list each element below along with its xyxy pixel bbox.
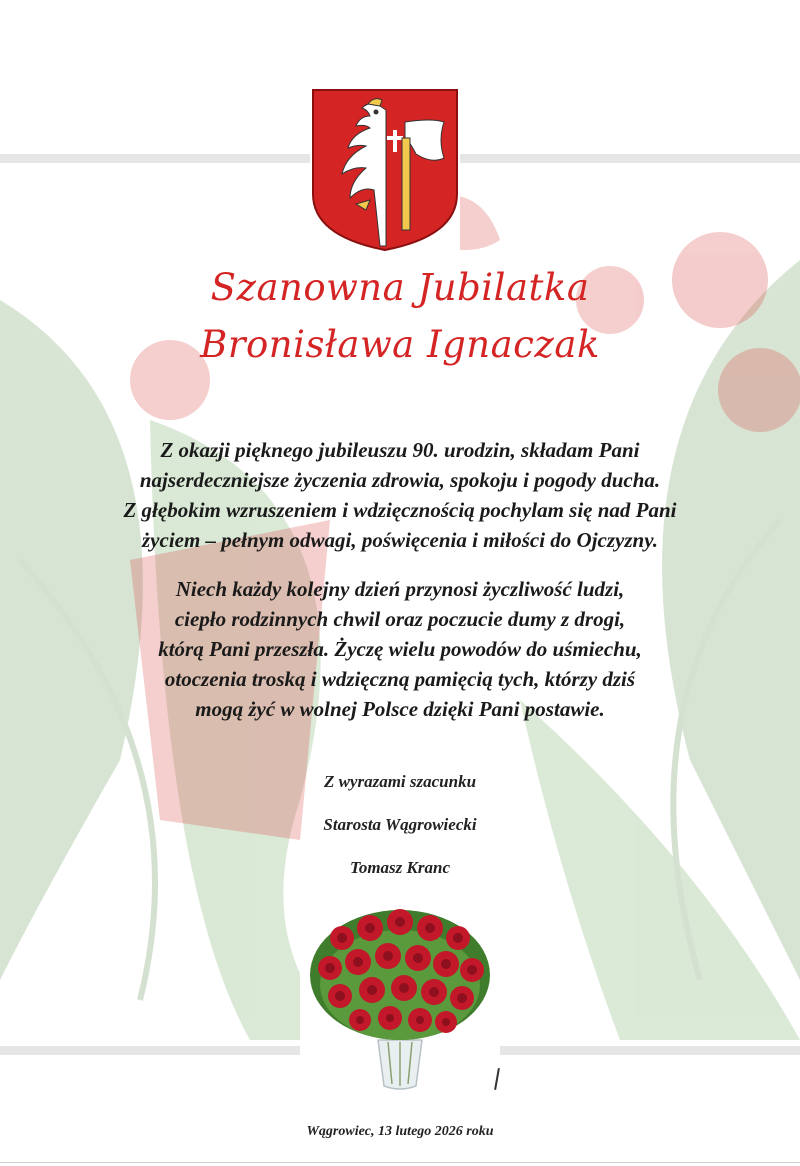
wishes-paragraph-2 — [30, 574, 770, 724]
page-edge-line — [0, 1162, 800, 1163]
paragraph-line: otoczenia troską i wdzięczną pamięcią tych, którzy dziś — [164, 667, 636, 691]
paragraph-line: Niech każdy kolejny dzień przynosi życzliwość ludzi, — [175, 577, 625, 601]
paragraph-line: Z głębokim wzruszeniem i wdzięcznością pochylam się nad Pani — [123, 498, 677, 522]
place-and-date: Wągrowiec, 13 lutego 2026 roku — [306, 1124, 494, 1139]
signature-name: Tomasz Kranc — [350, 858, 450, 877]
recipient-name: Bronisława Ignaczak — [200, 323, 600, 366]
crest-icon — [310, 86, 460, 254]
paragraph-line: życiem – pełnym odwagi, poświęcenia i miłości do Ojczyzny. — [142, 528, 658, 552]
signature-office: Starosta Wągrowiecki — [323, 815, 477, 834]
greeting-title: Szanowna Jubilatka — [210, 266, 590, 309]
paragraph-line: mogą żyć w wolnej Polsce dzięki Pani postawie. — [195, 697, 605, 721]
paragraph-line: ciepło rodzinnych chwil oraz poczucie dumy z drogi, — [174, 607, 626, 631]
signature-closing: Z wyrazami szacunku — [323, 772, 477, 791]
wishes-paragraph-1 — [30, 435, 770, 555]
rose-bouquet-icon — [300, 890, 500, 1095]
paragraph-line: najserdeczniejsze życzenia zdrowia, spokoju i pogody ducha. — [139, 468, 661, 492]
paragraph-line: którą Pani przeszła. Życzę wielu powodów do uśmiechu, — [158, 637, 642, 661]
paragraph-line: Z okazji pięknego jubileuszu 90. urodzin, składam Pani — [160, 438, 640, 462]
